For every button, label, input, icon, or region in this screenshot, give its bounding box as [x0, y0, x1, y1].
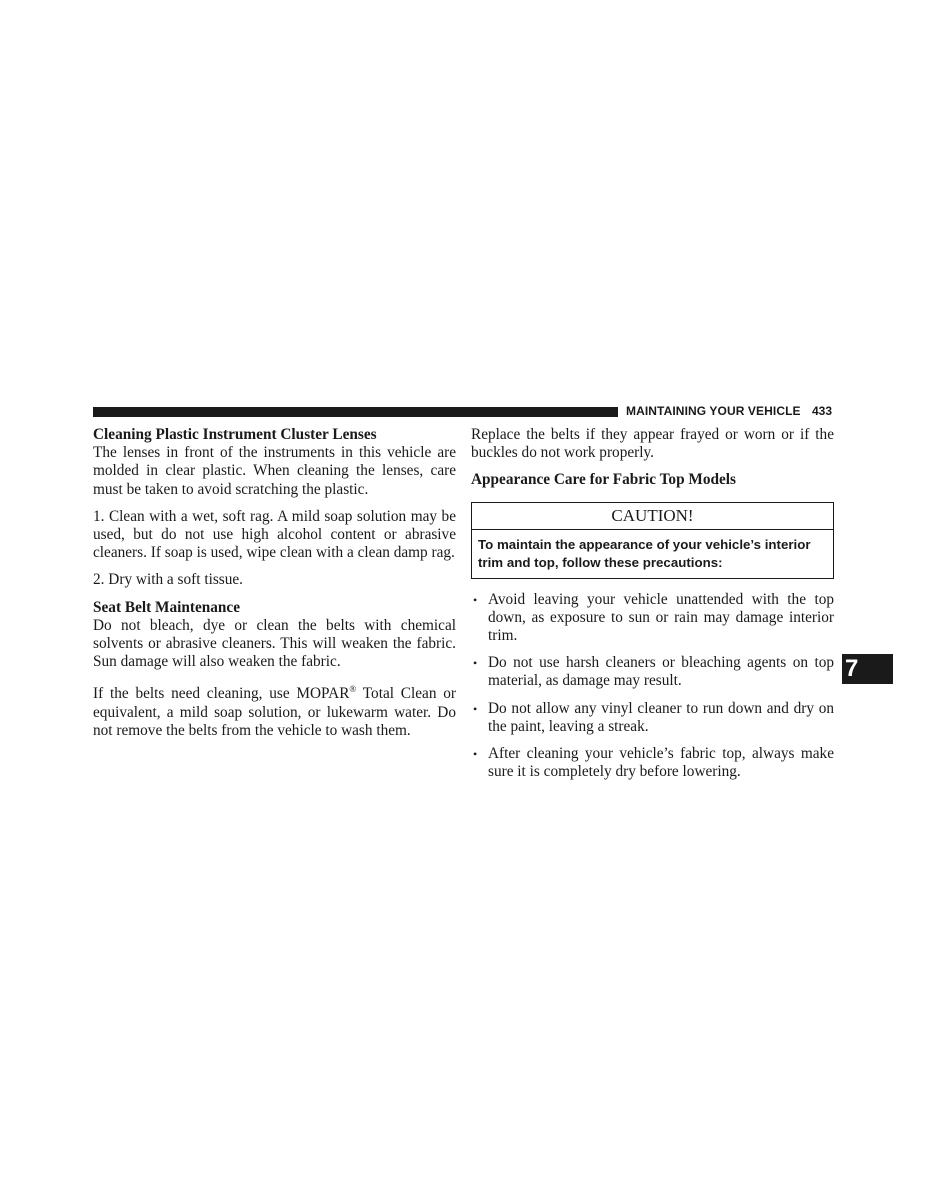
list-item [471, 745, 834, 781]
lenses-paragraph: The lenses in front of the instruments in this vehicle are molded in clear plastic. When cleaning the lenses, care must be taken to avoid scratching the plastic. [93, 444, 456, 498]
caution-text: To maintain the appearance of your vehicle’s interior trim and top, follow these precautions: [478, 536, 811, 570]
bullet-dot: • [473, 592, 478, 607]
caution-box [471, 502, 834, 579]
left-column [93, 426, 456, 740]
bullet-dot: • [473, 701, 478, 716]
seatbelt-paragraph-1: Do not bleach, dye or clean the belts with chemical solvents or abrasive cleaners. This will weaken the fabric. Sun damage will also weaken the fabric. [93, 616, 456, 671]
lenses-heading: Cleaning Plastic Instrument Cluster Lenses [93, 426, 377, 443]
list-item-text: Avoid leaving your vehicle unattended with the top down, as exposure to sun or rain may damage interior trim. [488, 590, 834, 645]
running-header-title: MAINTAINING YOUR VEHICLE [626, 404, 801, 418]
bullet-dot: • [473, 747, 478, 762]
header-rule [93, 407, 618, 417]
list-item [471, 654, 834, 690]
list-item-text: Do not allow any vinyl cleaner to run down and dry on the paint, leaving a streak. [488, 699, 834, 735]
list-item [471, 700, 834, 736]
list-item [471, 591, 834, 646]
list-item-text: Do not use harsh cleaners or bleaching agents on top material, as damage may result. [488, 654, 834, 690]
registered-mark: ® [349, 684, 357, 695]
seatbelt-heading: Seat Belt Maintenance [93, 598, 240, 616]
replace-belts-paragraph: Replace the belts if they appear frayed or worn or if the buckles do not work properly. [471, 426, 834, 462]
bullet-dot: • [473, 656, 478, 671]
seatbelt-paragraph-2 [93, 680, 456, 740]
caution-title: CAUTION! [472, 503, 833, 530]
fabric-top-heading: Appearance Care for Fabric Top Models [471, 471, 736, 489]
page-number: 433 [812, 404, 833, 418]
precautions-list [471, 591, 834, 782]
lenses-step-1: 1. Clean with a wet, soft rag. A mild soap solution may be used, but do not use high alcohol content or abrasive cleaners. If soap is used, wipe clean with a clean damp rag. [93, 507, 456, 562]
seatbelt-paragraph-2-start: If the belts need cleaning, use MOPAR [93, 685, 350, 703]
list-item-text: After cleaning your vehicle’s fabric top, always make sure it is completely dry before lowering. [488, 745, 834, 781]
lenses-step-2: 2. Dry with a soft tissue. [93, 571, 243, 589]
right-column [471, 426, 834, 790]
chapter-tab: 7 [842, 654, 893, 684]
seatbelt-paragraph-2-end: Total Clean or equivalent, a mild soap solution, or lukewarm water. Do not remove the belts from the vehicle to wash them. [93, 685, 456, 739]
